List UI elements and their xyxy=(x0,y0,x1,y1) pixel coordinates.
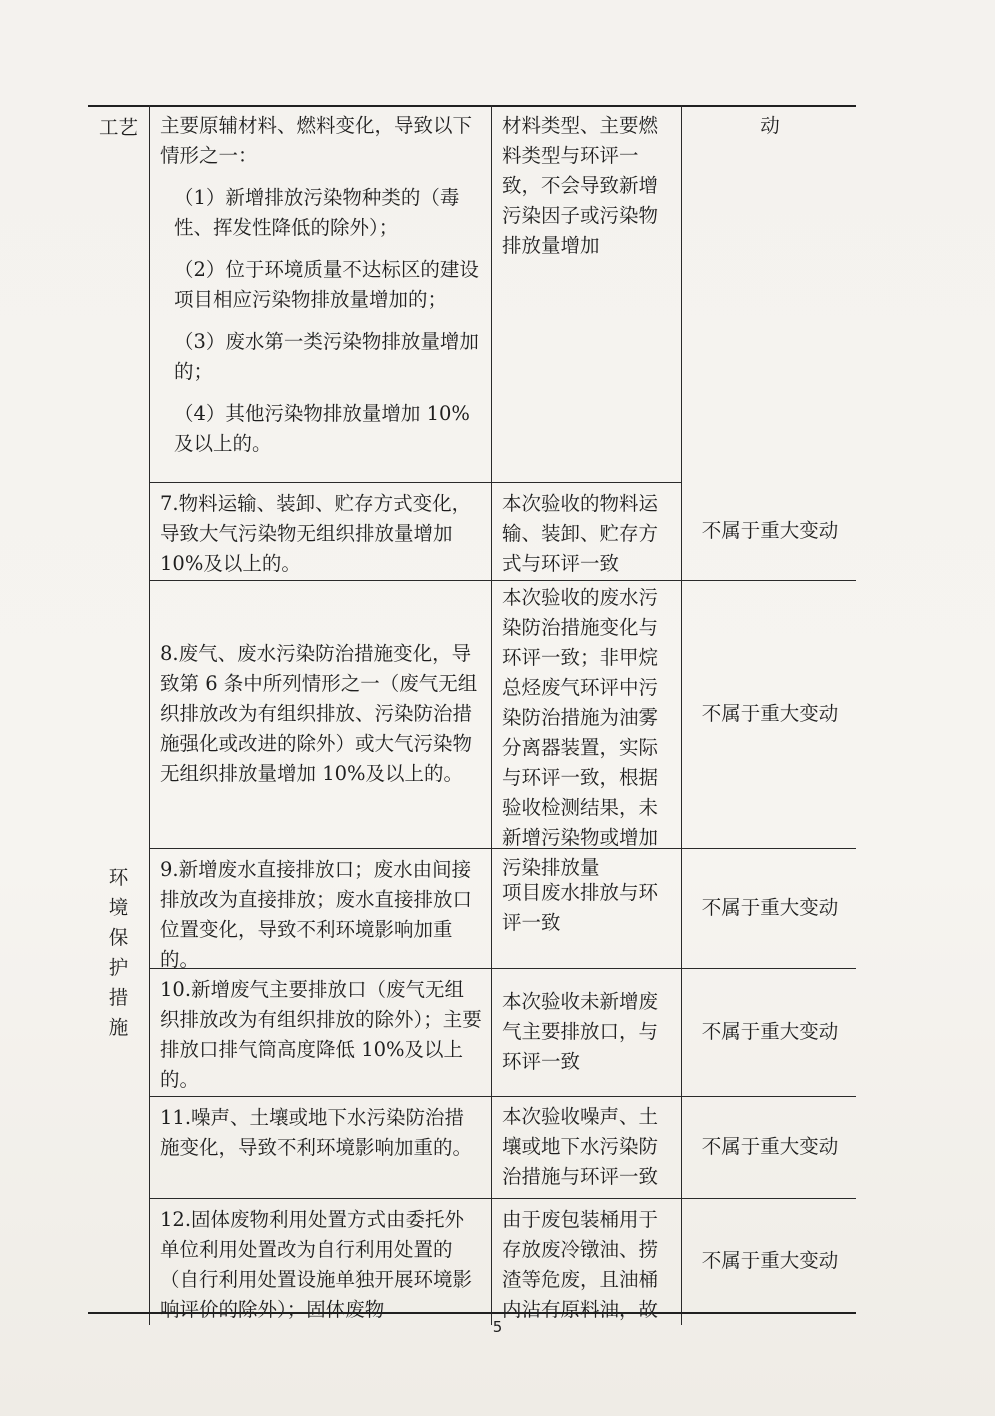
actual-text: 由于废包装桶用于存放废冷镦油、捞渣等危废，且油桶内沾有原料油，故 xyxy=(502,1208,659,1321)
actual-cell xyxy=(492,483,682,581)
page-number: 5 xyxy=(492,1318,503,1336)
table-row xyxy=(150,581,856,879)
actual-cell xyxy=(492,581,682,879)
change-assessment-table xyxy=(88,105,856,1325)
requirement-cell xyxy=(150,581,492,849)
conclusion-text: 不属于重大变动 xyxy=(701,518,839,542)
conclusion-cell xyxy=(682,105,856,483)
bottom-rule xyxy=(88,1312,856,1314)
requirement-cell xyxy=(150,1199,492,1325)
requirement-cell xyxy=(150,483,492,581)
conclusion-text: 不属于重大变动 xyxy=(701,895,839,919)
env-protection-group xyxy=(88,581,856,1325)
requirement-cell xyxy=(150,849,492,969)
requirement-text: 7.物料运输、装卸、贮存方式变化，导致大气污染物无组织排放量增加 10%及以上的。 xyxy=(160,492,472,575)
actual-cell xyxy=(492,969,682,1097)
conclusion-cell xyxy=(682,849,856,969)
process-group xyxy=(88,105,856,581)
category-label: 环境保护措施 xyxy=(108,866,129,1039)
conclusion-cell xyxy=(682,1097,856,1199)
category-label: 工艺 xyxy=(98,116,138,139)
requirement-text: （3）废水第一类污染物排放量增加的； xyxy=(174,330,479,383)
actual-cell xyxy=(492,1199,682,1325)
conclusion-text: 不属于重大变动 xyxy=(701,1019,839,1043)
actual-cell xyxy=(492,105,682,483)
actual-text: 项目废水排放与环评一致 xyxy=(502,880,659,934)
actual-cell xyxy=(492,849,682,969)
table-row xyxy=(150,1199,856,1325)
requirement-text: （4）其他污染物排放量增加 10%及以上的。 xyxy=(174,402,470,455)
category-env-protection xyxy=(88,581,150,1325)
actual-text: 本次验收的废水污染防治措施变化与环评一致；非甲烷总烃废气环评中污染防治措施为油雾分离器装置，实际与环评一致，根据验收检测结果，未新增污染物或增加污染排放量 xyxy=(502,586,659,879)
requirement-text: 10.新增废气主要排放口（废气无组织排放改为有组织排放的除外）；主要排放口排气筒高度降低 10%及以上的。 xyxy=(160,978,482,1091)
conclusion-cell xyxy=(682,483,856,581)
table-row xyxy=(150,969,856,1097)
requirement-text: 11.噪声、土壤或地下水污染防治措施变化，导致不利环境影响加重的。 xyxy=(160,1106,473,1159)
conclusion-cell xyxy=(682,1199,856,1325)
requirement-cell xyxy=(150,969,492,1097)
conclusion-cell xyxy=(682,581,856,849)
conclusion-cell xyxy=(682,969,856,1097)
requirement-cell xyxy=(150,105,492,483)
actual-text: 材料类型、主要燃料类型与环评一致，不会导致新增污染因子或污染物排放量增加 xyxy=(502,114,659,257)
conclusion-text: 不属于重大变动 xyxy=(701,701,839,725)
table-row xyxy=(150,483,856,581)
actual-text: 本次验收噪声、土壤或地下水污染防治措施与环评一致 xyxy=(502,1104,659,1188)
requirement-text: 主要原辅材料、燃料变化，导致以下情形之一： xyxy=(160,114,473,167)
conclusion-text: 不属于重大变动 xyxy=(701,1134,839,1158)
requirement-text: 12.固体废物利用处置方式由委托外单位利用处置改为自行利用处置的（自行利用处置设施单独开展环境影响评价的除外）；固体废物 xyxy=(160,1208,473,1321)
category-process xyxy=(88,105,150,581)
requirement-text: 9.新增废水直接排放口；废水由间接排放改为直接排放；废水直接排放口位置变化，导致不利环境影响加重的。 xyxy=(160,858,473,971)
conclusion-text: 动 xyxy=(760,114,780,137)
conclusion-text: 不属于重大变动 xyxy=(701,1249,839,1272)
requirement-cell xyxy=(150,1097,492,1199)
actual-cell xyxy=(492,1097,682,1199)
requirement-text: （2）位于环境质量不达标区的建设项目相应污染物排放量增加的； xyxy=(174,258,479,311)
table-row xyxy=(150,105,856,483)
requirement-text: 8.废气、废水污染防治措施变化，导致第 6 条中所列情形之一（废气无组织排放改为有组织排放、污染防治措施强化或改进的除外）或大气污染物无组织排放量增加 10%及以上的。 xyxy=(160,641,478,785)
actual-text: 本次验收未新增废气主要排放口，与环评一致 xyxy=(502,989,659,1073)
requirement-text: （1）新增排放污染物种类的（毒性、挥发性降低的除外）； xyxy=(174,186,460,239)
table-row xyxy=(150,1097,856,1199)
table-row xyxy=(150,849,856,969)
actual-text: 本次验收的物料运输、装卸、贮存方式与环评一致 xyxy=(502,492,659,575)
